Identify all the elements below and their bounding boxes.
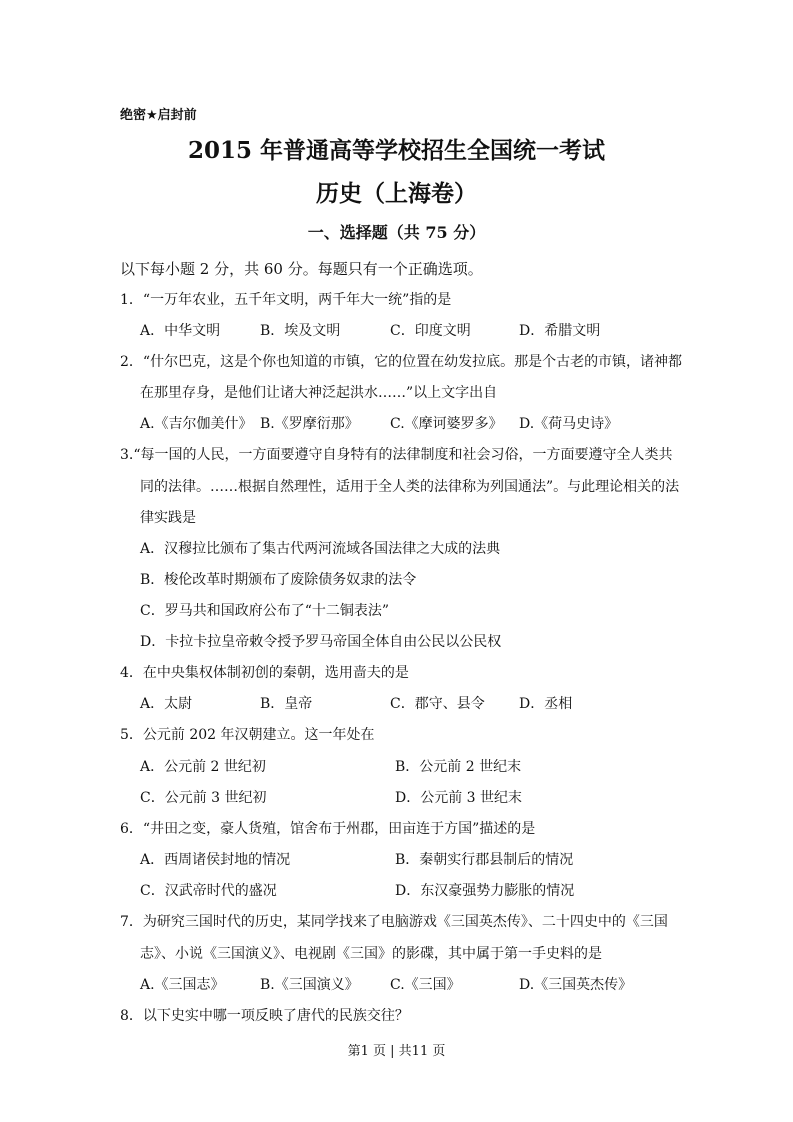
- question-7-stem: 7．为研究三国时代的历史，某同学找来了电脑游戏《三国英杰传》、二十四史中的《三国: [120, 914, 668, 930]
- q6-option-a: A．西周诸侯封地的情况: [140, 852, 291, 868]
- instruction-text: 以下每小题 2 分，共 60 分。每题只有一个正确选项。: [120, 260, 483, 278]
- q2-option-c: C.《摩诃婆罗多》: [390, 416, 503, 432]
- q7-option-b: B.《三国演义》: [260, 977, 359, 993]
- q6-option-d: D．东汉豪强势力膨胀的情况: [395, 883, 575, 899]
- q5-option-c: C．公元前 3 世纪初: [140, 790, 267, 806]
- q3-option-b: B．梭伦改革时期颁布了废除债务奴隶的法令: [140, 572, 417, 588]
- q5-option-b: B．公元前 2 世纪末: [395, 759, 522, 775]
- q7-option-c: C.《三国》: [390, 977, 461, 993]
- section-heading: 一、选择题（共 75 分）: [307, 223, 486, 242]
- confidential-label: 绝密★启封前: [120, 108, 197, 123]
- question-3-stem-cont2: 律实践是: [140, 510, 196, 526]
- q6-option-b: B．秦朝实行郡县制后的情况: [395, 852, 574, 868]
- q6-option-c: C．汉武帝时代的盛况: [140, 883, 277, 899]
- q1-option-a: A．中华文明: [140, 323, 221, 339]
- q7-option-a: A.《三国志》: [140, 977, 225, 993]
- q1-option-c: C．印度文明: [390, 323, 471, 339]
- question-5-stem: 5．公元前 202 年汉朝建立。这一年处在: [120, 727, 375, 743]
- q1-option-b: B．埃及文明: [260, 323, 341, 339]
- q3-option-a: A．汉穆拉比颁布了集古代两河流域各国法律之大成的法典: [140, 541, 501, 557]
- question-3-stem-cont: 同的法律。……根据自然理性，适用于全人类的法律称为列国通法”。与此理论相关的法: [140, 479, 680, 495]
- page-footer: 第1 页 | 共11 页: [347, 1044, 446, 1059]
- q2-option-a: A.《吉尔伽美什》: [140, 416, 253, 432]
- question-7-stem-cont: 志》、小说《三国演义》、电视剧《三国》的影碟，其中属于第一手史料的是: [140, 946, 602, 962]
- q3-option-d: D．卡拉卡拉皇帝敕令授予罗马帝国全体自由公民以公民权: [140, 634, 502, 650]
- q4-option-d: D．丞相: [519, 696, 573, 712]
- question-8-stem: 8．以下史实中哪一项反映了唐代的民族交往？: [120, 1008, 409, 1024]
- question-1-stem: 1．“一万年农业，五千年文明，两千年大一统”指的是: [120, 292, 452, 308]
- q1-option-d: D．希腊文明: [519, 323, 601, 339]
- q3-option-c: C．罗马共和国政府公布了“十二铜表法”: [140, 603, 390, 619]
- question-2-stem-cont: 在那里存身，是他们让诸大神泛起洪水……”以上文字出自: [140, 385, 498, 401]
- exam-subtitle: 历史（上海卷）: [316, 180, 477, 207]
- q5-option-a: A．公元前 2 世纪初: [140, 759, 266, 775]
- question-2-stem: 2．“什尔巴克，这是个你也知道的市镇，它的位置在幼发拉底。那是个古老的市镇，诸神都: [120, 354, 683, 370]
- q5-option-d: D．公元前 3 世纪末: [395, 790, 523, 806]
- question-4-stem: 4．在中央集权体制初创的秦朝，选用啬夫的是: [120, 665, 409, 681]
- question-6-stem: 6．“井田之变，豪人货殖，馆舍布于州郡，田亩连于方国”描述的是: [120, 821, 536, 837]
- q4-option-b: B．皇帝: [260, 696, 313, 712]
- exam-title: 2015 年普通高等学校招生全国统一考试: [187, 137, 606, 164]
- q4-option-c: C．郡守、县令: [390, 696, 485, 712]
- q4-option-a: A．太尉: [140, 696, 193, 712]
- q2-option-b: B.《罗摩衍那》: [260, 416, 359, 432]
- question-3-stem: 3.“每一国的人民，一方面要遵守自身特有的法律制度和社会习俗，一方面要遵守全人类共: [120, 447, 673, 463]
- q2-option-d: D.《荷马史诗》: [519, 416, 619, 432]
- q7-option-d: D.《三国英杰传》: [519, 977, 633, 993]
